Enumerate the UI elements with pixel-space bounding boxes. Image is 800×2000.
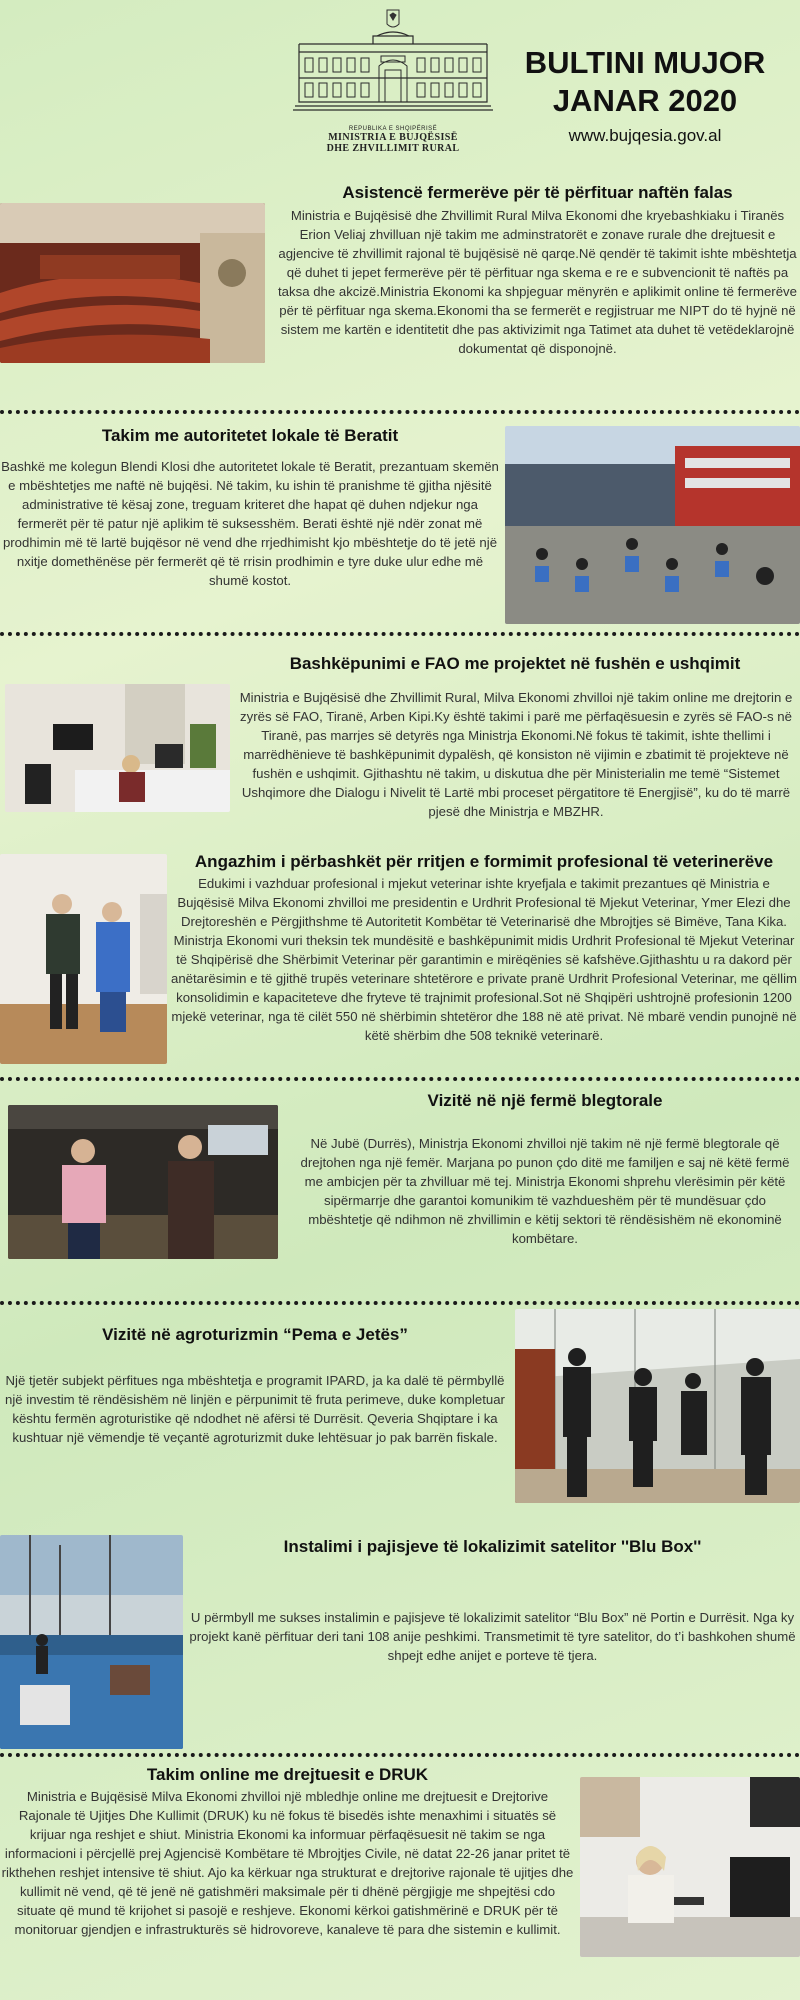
- logo-republic-text: REPUBLIKA E SHQIPËRISË: [348, 126, 438, 132]
- article-3-title: Bashkëpunimi e FAO me projektet në fushën e ushqimit: [289, 654, 741, 673]
- article-6-body: Një tjetër subjekt përfitues nga mbështetja e programit IPARD, ja ka dalë të përmbyllë një investim të rëndësishëm në linjën e përpunimit të fruta perimeve, duke kompletuar kështu fermën agroturistike që ndodhet në afërsi të Durrësit. Qeveria Shqiptare i ka kushtuar një vëmendje të veçantë agroturizmit duke lehtësuar jo pak barrën fiskale.: [5, 1373, 505, 1445]
- veterinary-meeting-photo: [0, 854, 167, 1064]
- livestock-farm-photo: [8, 1105, 278, 1259]
- article-2-body: Bashkë me kolegun Blendi Klosi dhe autoritetet lokale të Beratit, prezantuam skemën e mbështetjes me naftë në bujqësi. Në takim, ku ishin të pranishme të gjitha njësitë administrative të kësaj zone, treguam kriteret dhe hapat që duhen ndjekur nga fermerët për të patur një aplikim të suksesshëm. Berati është një ndër zonat më prodhimin më të lartë bujqësor në vend dhe rrjedhimisht kjo mbështetje do të jetë një nxitje domethënëse për fermerët që të rrisin prodhimin e tyre duke ulur edhe më shumë kostot.: [1, 459, 499, 588]
- druk-online-meeting-photo: [580, 1777, 800, 1957]
- fishing-boat-photo: [0, 1535, 183, 1749]
- article-agritourism-visit: [0, 1305, 800, 1515]
- article-fao-cooperation: [0, 636, 800, 842]
- online-meeting-photo: [5, 684, 230, 812]
- article-4-title: Angazhim i përbashkët për rritjen e formimit profesional të veterinerëve: [194, 852, 774, 871]
- article-5-body: Në Jubë (Durrës), Ministrja Ekonomi zhvilloi një takim në një fermë blegtorale që drejtohen nga një femër. Marjana po punon çdo ditë me familjen e saj në këtë fermë me ambicjen për ta zhvilluar më tej. Ministrja Ekonomi shprehu vlerësimin për këtë sipërmarrje dhe garantoi komunikim të vazhdueshëm për të mundësuar çdo mbështetje që ndihmon në zhvillimin e këtij sektori të rëndësishëm në ekonominë kombëtare.: [300, 1136, 790, 1246]
- article-5-title: Vizitë në një fermë blegtorale: [427, 1091, 663, 1110]
- article-8-title: Takim online me drejtuesit e DRUK: [146, 1765, 429, 1784]
- logo-ministry-line-1: MINISTRIA E BUJQËSISË: [328, 132, 458, 143]
- article-veterinary-training: [0, 842, 800, 1070]
- bulletin-title-block: [500, 44, 790, 146]
- article-1-title: Asistencë fermerëve për të përfituar naftën falas: [342, 183, 733, 202]
- outdoor-meeting-photo: [505, 426, 800, 624]
- article-6-title: Vizitë në agroturizmin “Pema e Jetës”: [102, 1325, 408, 1344]
- article-7-body: U përmbyll me sukses instalimin e pajisjeve të lokalizimit satelitor “Blu Box” në Portin e Durrësit. Nga ky projekt kanë përfituar deri tani 108 anije peshkimi. Transmetimit të tyre satelitor, do t’i bashkohen shumë shpejt edhe anijet e porteve të tjera.: [189, 1610, 796, 1663]
- assembly-hall-photo: [0, 203, 265, 363]
- ministry-logo: [292, 6, 494, 156]
- article-4-body: Edukimi i vazhduar profesional i mjekut veterinar ishte kryefjala e takimit prezantues që Ministria e Bujqësisë Milva Ekonomi zhvilloi me presidentin e Urdhrit Profesional të Mjekut Veterinar, Ymer Elezi dhe Drejtoreshën e Përgjithshme të Autoritetit Kombëtar të Veterinarisë dhe Mbrojtjes së Bimëve, Tana Kika. Ministrja Ekonomi vuri theksin tek mundësitë e bashkëpunimit midis Urdhrit Profesional të Mjekut Veterinar të Shqipërisë dhe Shërbimit Veterinar për garantimin e mirëqënies së kafshëve.Gjithashtu u ra dakord për anëtarësimin e të gjithë trupës veterinare shtetërore e private pranë Urdhrit Profesional Veterinar, me qëllim konsolidimin e kapaciteteve dhe fryteve të trajnimit profesional.Sot në Shqipëri ushtrojnë profesionin 1200 mjekë veterinar, nga të cilët 550 në shërbimin shtetëror dhe 188 në atë privat. Në mbarë vendin punojnë në këtë shërbim dhe 508 teknikë veterinarë.: [171, 876, 797, 1043]
- article-fuel-assistance: [0, 165, 800, 410]
- article-blu-box-installation: [0, 1515, 800, 1753]
- website-url[interactable]: www.bujqesia.gov.al: [568, 126, 722, 145]
- article-1-body: Ministria e Bujqësisë dhe Zhvillimit Rural Milva Ekonomi dhe kryebashkiaku i Tiranës Erion Veliaj zhvilluan një takim me adminstratorët e zonave rurale dhe drejtuesit e agjencive të zhvillimit rajonal të bujqësisë në qarqe.Në qendër të takimit ishte mbështetja që duhet ti jepet fermerëve për të përfituar nga skema e re e subvencionit të naftës pa taksa dhe akcizë.Ministria Ekonomi ka shpjeguar mënyrën e aplikimit online të fermerëve për të përfituar nga skema.Ekonomi tha se fermerët e regjistruar me NIPT do të hyjnë në sistem me kartën e identitetit dhe pas aktivizimit nga Tatimet ata duhet të vetëdeklarojnë dokumentat që disponojnë.: [278, 208, 797, 356]
- article-druk-online-meeting: [0, 1757, 800, 2000]
- article-berat-meeting: [0, 414, 800, 632]
- article-livestock-farm-visit: [0, 1081, 800, 1299]
- logo-ministry-line-2: DHE ZHVILLIMIT RURAL: [326, 143, 460, 154]
- agritourism-photo: [515, 1309, 800, 1503]
- article-3-body: Ministria e Bujqësisë dhe Zhvillimit Rural, Milva Ekonomi zhvilloi një takim online me drejtorin e zyrës së FAO, Tiranë, Arben Kipi.Ky është takimi i parë me përfaqësuesin e zyrës së FAO-s në Tiranë, pas marrjes së detyrës nga Ministrja Ekonomi.Në fokus të takimit, ishte thellimi i marrëdhënieve të bashkëpunimit dypalësh, që konsiston në vijimin e zbatimit të projekteve në fushën e ushqimit. Gjithashtu në takim, u diskutua dhe për Ministerialin me temë “Sistemet Ushqimore dhe Dialogu i Nivelit të Lartë mbi proceset përgatitore të Energjisë”, ku do të marrë pjesë dhe Ministrja e MBZHR.: [239, 690, 793, 819]
- bulletin-title: BULTINI MUJOR: [524, 45, 766, 80]
- bulletin-header: [0, 0, 800, 165]
- article-2-title: Takim me autoritetet lokale të Beratit: [101, 426, 399, 445]
- ministry-building-icon: [293, 6, 493, 124]
- bulletin-date: JANAR 2020: [552, 83, 738, 118]
- article-8-body: Ministria e Bujqësisë Milva Ekonomi zhvilloi një mbledhje online me drejtuesit e Drejtorive Rajonale të Ujitjes Dhe Kullimit (DRUK) ku në fokus të bisedës ishte menaxhimi i situatës së krijuar nga reshjet e shiut. Ministria Ekonomi ka informuar përfaqësuesit në takim se nga informacioni i përcjellë prej Agjencisë Kombëtare të Mbrojtjes Civile, në datat 22-26 janar pritet të rikthehen reshjet intensive të shiut. Ajo ka kërkuar nga strukturat e drejtorive rajonale të ujitjes dhe kullimit në vend, që të jenë në gatishmëri maksimale për ti dhënë përgjigje me shpejtësi cdo situate që mund të krijohet si pasojë e reshjeve. Ekonomi kërkoi gatishmërinë e DRUK për të monitoruar gjendjen e infrastrukturës së hidrovoreve, kanaleve të para dhe sistemin e kullimit.: [1, 1789, 574, 1937]
- article-7-title: Instalimi i pajisjeve të lokalizimit satelitor ''Blu Box'': [283, 1537, 702, 1556]
